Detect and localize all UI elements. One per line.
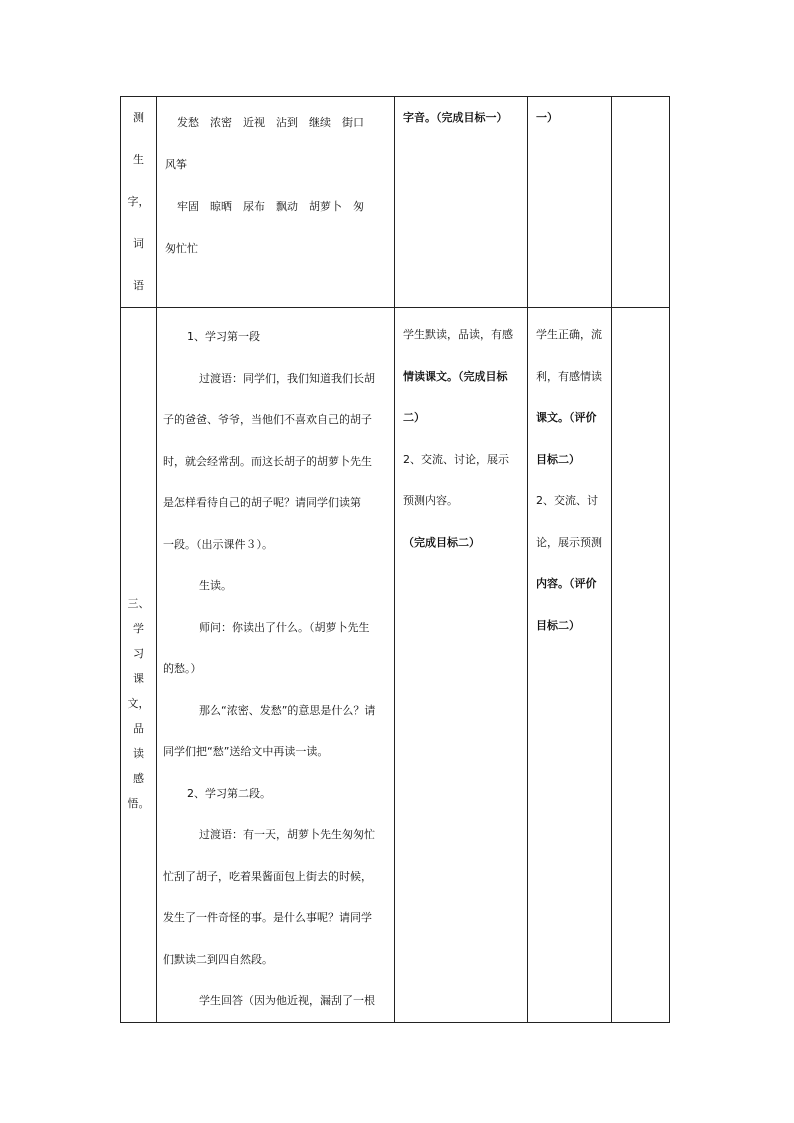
row1-label-char: 词 (133, 237, 144, 250)
evaluation-line: 目标二） (536, 452, 580, 466)
evaluation-line: 利，有感情读 (536, 369, 602, 383)
row2-label-char: 课 (133, 672, 144, 685)
row2-label-char: 悟。 (127, 797, 150, 810)
row2-label-char: 习 (133, 647, 144, 660)
row2-label-char: 三、 (127, 597, 150, 610)
student-activity-line: 情读课文。（完成目标 (403, 369, 508, 383)
vocab-line: 牢固 晾晒 尿布 飘动 胡萝卜 匆 (177, 200, 364, 213)
teaching-line: 师问：你读出了什么。（胡萝卜先生 (199, 620, 370, 634)
evaluation-line: 课文。（评价 (536, 411, 597, 424)
row1-eval-cell (528, 97, 612, 308)
teaching-line: 发生了一件奇怪的事。是什么事呢？请同学 (163, 911, 372, 924)
row1-student-cell (395, 97, 528, 308)
row2-label-char: 读 (133, 747, 144, 760)
student-activity-line: 二） (403, 411, 425, 424)
teaching-line: 同学们把“愁”送给文中再读一读。 (163, 745, 329, 758)
vocab-line: 匆忙忙 (165, 242, 198, 255)
teaching-process-cell (157, 308, 395, 1023)
row2-label-char: 感 (133, 772, 144, 785)
teaching-line: 那么“浓密、发愁”的意思是什么？请 (199, 703, 376, 717)
row1-label-char: 语 (133, 279, 144, 292)
evaluation-line: 目标二） (536, 618, 580, 632)
teaching-line: 子的爸爸、爷爷，当他们不喜欢自己的胡子 (163, 413, 372, 426)
vocab-line: 风筝 (165, 158, 187, 171)
teaching-line: 学生回答（因为他近视，漏刮了一根 (199, 994, 375, 1007)
student-activity-line: 学生默读，品读，有感 (403, 328, 513, 341)
row1-label-cell (121, 97, 157, 308)
row1-label-char: 字， (127, 195, 150, 208)
evaluation-text: 一） (536, 111, 558, 124)
vocabulary-cell (157, 97, 395, 308)
teaching-line: 过渡语：有一天，胡萝卜先生匆匆忙 (199, 828, 375, 841)
student-activity-line: （完成目标二） (403, 535, 480, 549)
evaluation-line: 内容。（评价 (536, 577, 597, 590)
row1-label-char: 测 (133, 111, 144, 124)
teaching-line: 们默读二到四自然段。 (163, 952, 273, 966)
teaching-line: 1、学习第一段 (187, 330, 260, 343)
teaching-line: 生读。 (199, 579, 232, 592)
teaching-line: 2、学习第二段。 (187, 786, 271, 800)
teaching-line: 过渡语：同学们，我们知道我们长胡 (199, 371, 375, 385)
table-row (121, 308, 670, 1023)
student-activity-text: 字音。（完成目标一） (403, 111, 508, 124)
student-activity-line: 预测内容。 (403, 494, 458, 507)
row2-label-cell (121, 308, 157, 1023)
row2-empty-cell (612, 308, 670, 1023)
row2-label-char: 品 (133, 722, 144, 735)
teaching-line: 的愁。） (163, 662, 202, 675)
row2-label-char: 文， (127, 697, 150, 710)
teaching-line: 是怎样看待自己的胡子呢？请同学们读第 (163, 496, 361, 509)
row2-eval-cell (528, 308, 612, 1023)
table-row (121, 97, 670, 308)
row2-student-cell (395, 308, 528, 1023)
evaluation-line: 论，展示预测 (536, 535, 602, 549)
row2-label-char: 学 (133, 622, 144, 635)
evaluation-line: 学生正确，流 (536, 328, 602, 341)
teaching-line: 时，就会经常刮。而这长胡子的胡萝卜先生 (163, 454, 372, 468)
vocab-line: 发愁 浓密 近视 沾到 继续 街口 (177, 116, 364, 129)
row1-empty-cell (612, 97, 670, 308)
row1-label-char: 生 (133, 153, 144, 166)
lesson-plan-table (120, 96, 670, 1023)
teaching-line: 忙刮了胡子，吃着果酱面包上街去的时候， (163, 869, 372, 883)
student-activity-line: 2、交流、讨论，展示 (403, 452, 509, 466)
evaluation-line: 2、交流、讨 (536, 494, 598, 507)
teaching-line: 一段。（出示课件３）。 (163, 537, 273, 551)
